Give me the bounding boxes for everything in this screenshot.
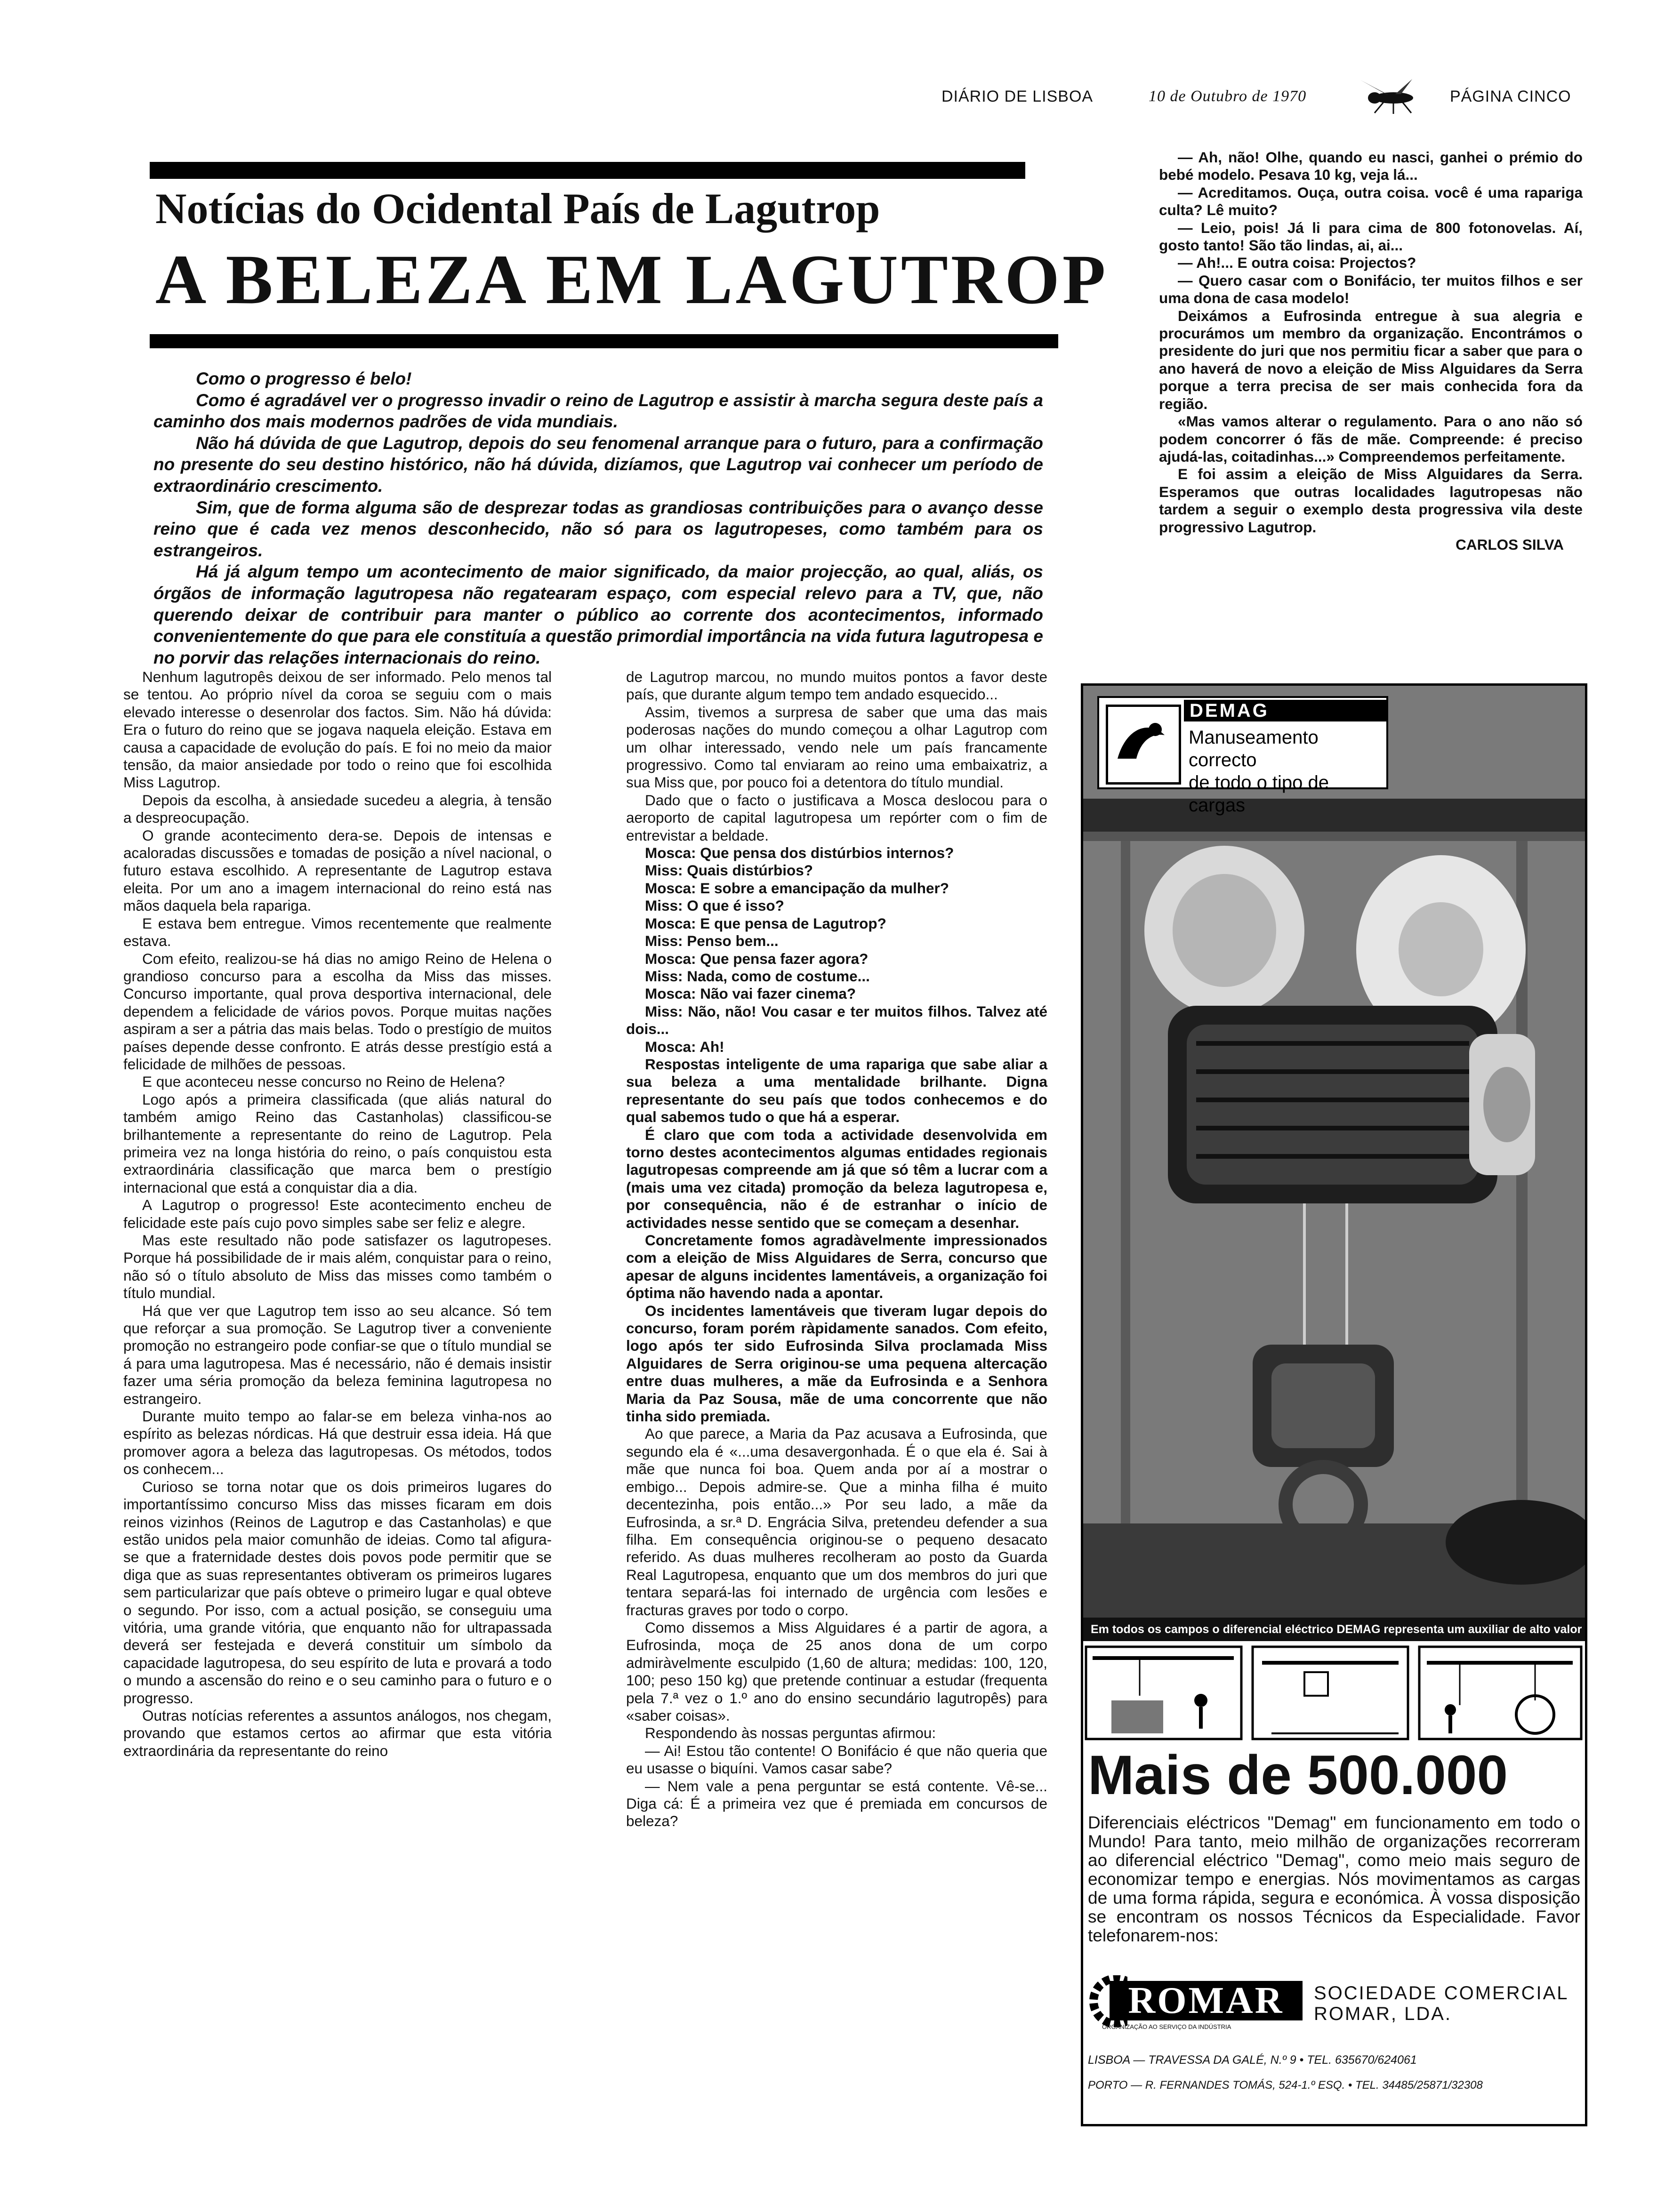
interview-line: Miss: O que é isso? xyxy=(645,897,784,914)
ad-tagline xyxy=(1189,726,1386,817)
body-paragraph: Ao que parece, a Maria da Paz acusava a Eufrosinda, que segundo ela é «...uma desavergonhada. É o que ela é. Sai à mãe que nunca foi boa. Quem anda por aí a mostrar o embigo... Depois admire-se. Que a minha filha é muito decentezinha, pois então...» Por seu lado, a mãe da Eufrosinda, a sr.ª D. Engrácia Silva, pretendeu defender a sua filha. Em consequência originou-se o pequeno desacato referido. As duas mulheres recolheram ao posto da Guarda Real Lagutropesa, enquanto que um dos membros do juri que tentara separá-las foi internado de urgência com lesões e fracturas graves por todo o corpo. xyxy=(626,1425,1047,1619)
newspaper-name: DIÁRIO DE LISBOA xyxy=(941,88,1094,105)
interview-line: Mosca: Que pensa fazer agora? xyxy=(645,950,869,967)
body-paragraph: Mas este resultado não pode satisfazer os lagutropeses. Porque há possibilidade de ir mais além, conquistar para o reino, não só o título absoluto de Miss das misses como também o título mundial. xyxy=(123,1232,552,1302)
ad-caption: Em todos os campos o diferencial eléctrico DEMAG representa um auxiliar de alto valor xyxy=(1083,1618,1587,1641)
body-paragraph: de Lagutrop marcou, no mundo muitos pontos a favor deste país, que durante algum tempo tem andado esquecido... xyxy=(626,668,1047,703)
body-paragraph: Como dissemos a Miss Alguidares é a partir de agora, a Eufrosinda, moça de 25 anos dona de um corpo admiràvelmente esculpido (1,60 de altura; medidas: 100, 120, 100; peso 150 kg) que pretende continuar a estudar (frequenta pela 7.ª vez o 1.º ano do ensino secundário lagutropês) para «saber coisas». xyxy=(626,1619,1047,1724)
page-label: PÁGINA CINCO xyxy=(1450,88,1571,105)
body-paragraph: Nenhum lagutropês deixou de ser informado. Pelo menos tal se tentou. Ao próprio nível da coroa se seguiu com o mais elevado interesse o desenrolar dos factos. Sim. Não há dúvida: Era o futuro do reino que se jogava naquela eleição. Estava em causa a capacidade de evolução do país. E foi no meio da maior tensão, da maior ansiedade por todo o reino que foi escolhida Miss Lagutrop. xyxy=(123,668,552,791)
interview-line: Miss: Penso bem... xyxy=(645,932,779,950)
company-address-lisboa: LISBOA — TRAVESSA DA GALÉ, N.º 9 • TEL. 635670/624061 xyxy=(1088,2053,1417,2067)
body-paragraph: Outras notícias referentes a assuntos análogos, nos chegam, provando que estamos certos ao afirmar que esta vitória extraordinária da representante do reino xyxy=(123,1707,552,1759)
demag-advertisement xyxy=(1081,683,1587,2126)
body-paragraph: «Mas vamos alterar o regulamento. Para o ano não só podem concorrer ó fãs de mãe. Compreende: é preciso ajudá-las, coitadinhas...» Compreendemos perfeitamente. xyxy=(1159,413,1583,465)
article-column-1 xyxy=(123,668,552,1760)
page-header xyxy=(941,88,1582,111)
interview-line: Miss: Não, não! Vou casar e ter muitos filhos. Talvez até dois... xyxy=(626,1002,1047,1038)
ad-diagrams xyxy=(1083,1644,1585,1743)
dialogue-line: — Quero casar com o Bonifácio, ter muitos filhos e ser uma dona de casa modelo! xyxy=(1159,272,1583,307)
body-paragraph: Durante muito tempo ao falar-se em beleza vinha-nos ao espírito as belezas nórdicas. Há que destruir essa ideia. Há que promover agora a beleza das lagutropesas. Os métodos, todos os conhecem... xyxy=(123,1408,552,1478)
company-name-line: ROMAR, LDA. xyxy=(1314,2004,1452,2024)
body-paragraph: A Lagutrop o progresso! Este acontecimento encheu de felicidade este país cujo povo simples sabe ser feliz e alegre. xyxy=(123,1196,552,1231)
article-column-2 xyxy=(626,668,1047,1830)
dialogue-line: — Ah, não! Olhe, quando eu nasci, ganhei o prémio do bebé modelo. Pesava 10 kg, veja lá... xyxy=(1159,149,1583,184)
ad-headline: Mais de 500.000 xyxy=(1088,1744,1508,1806)
body-paragraph: Respondendo às nossas perguntas afirmou: xyxy=(645,1724,936,1742)
body-paragraph: E estava bem entregue. Vimos recentemente que realmente estava. xyxy=(123,914,552,950)
body-paragraph: Logo após a primeira classificada (que aliás natural do também amigo Reino das Castanholas) classificou-se brilhantemente a representante do reino de Lagutrop. Pela primeira vez na longa história do reino, o país conquistou esta extraordinária classificação que marca bem o prestígio internacional que está a conquistar dia a dia. xyxy=(123,1090,552,1196)
article-column-3 xyxy=(1159,149,1583,553)
body-paragraph: Dado que o facto o justificava a Mosca deslocou para o aeroporto de capital lagutropesa um repórter com o fim de entrevistar a beldade. xyxy=(626,791,1047,844)
interview-line: Mosca: E que pensa de Lagutrop? xyxy=(645,914,886,932)
interview-line: Miss: Nada, como de costume... xyxy=(645,967,870,985)
interview-line: Mosca: E sobre a emancipação da mulher? xyxy=(645,879,949,897)
body-paragraph: Há que ver que Lagutrop tem isso ao seu alcance. Só tem que reforçar a sua promoção. Se Lagutrop tiver a conveniente promoção no estrangeiro pode confiar-se que o título mundial se á para uma lagutropesa. Mas é necessário, não é demais insistir fazer uma séria promoção da beleza feminina lagutropesa no estrangeiro. xyxy=(123,1302,552,1407)
title-rule-top xyxy=(150,162,1025,179)
intro-paragraph: Como é agradável ver o progresso invadir o reino de Lagutrop e assistir à marcha segura deste país a caminho dos mais modernos padrões de vida mundiais. xyxy=(153,390,1043,432)
body-paragraph: Com efeito, realizou-se há dias no amigo Reino de Helena o grandioso concurso para a escolha da Miss das misses. Concurso importante, qual prova desportiva internacional, dele dependem a felicidade de vários povos. Porque muitas nações aspiram a ser a pátria das mais belas. Todo o prestígio de muitos países depende desse confronto. E atrás desse prestígio está a felicidade de milhões de pessoas. xyxy=(123,950,552,1073)
ad-brand-box xyxy=(1097,696,1388,816)
ad-tagline-line: de todo o tipo de cargas xyxy=(1189,772,1329,816)
title-rule-bottom xyxy=(150,334,1058,348)
author-signature: CARLOS SILVA xyxy=(1456,536,1564,553)
company-name-line: SOCIEDADE COMERCIAL xyxy=(1314,1983,1569,2004)
interview-line: Mosca: Que pensa dos distúrbios internos? xyxy=(645,844,954,862)
company-name xyxy=(1314,1983,1582,2024)
body-paragraph: E foi assim a eleição de Miss Alguidares da Serra. Esperamos que outras localidades lagutropesas não tardem a seguir o exemplo desta progressiva vila deste progressivo Lagutrop. xyxy=(1159,465,1583,536)
article-kicker: Notícias do Ocidental País de Lagutrop xyxy=(155,184,880,232)
dialogue-line: — Ai! Estou tão contente! O Bonifácio é que não queria que eu usasse o biquíni. Vamos casar sabe? xyxy=(626,1742,1047,1777)
intro-paragraph: Há já algum tempo um acontecimento de maior significado, da maior projecção, ao qual, aliás, os órgãos de informação lagutropesa não regatearam espaço, com especial relevo para a TV, que, não querendo deixar de contribuir para manter o público ao corrente dos acontecimentos, informado convenientemente do que para ele constituía a questão primordial importância na vida futura lagutropesa e no porvir das relações internacionais do reino. xyxy=(153,562,1043,667)
body-paragraph: Deixámos a Eufrosinda entregue à sua alegria e procurámos um membro da organização. Encontrámos o presidente do juri que nos permitiu ficar a saber que para o ano haverá de novo a eleição de Miss Alguidares da Serra porque a terra precisa de ser mais conhecida fora da região. xyxy=(1159,307,1583,412)
dialogue-line: — Nem vale a pena perguntar se está contente. Vê-se... Diga cá: É a primeira vez que é premiada em concursos de beleza? xyxy=(626,1777,1047,1830)
intro-paragraph: Sim, que de forma alguma são de desprezar todas as grandiosas contribuições para o avanço desse reino que é cada vez menos desconhecido, não só para os lagutropeses, como também para os estrangeiros. xyxy=(153,497,1043,560)
body-paragraph: Curioso se torna notar que os dois primeiros lugares do importantíssimo concurso Miss das misses ficaram em dois reinos vizinhos (Reinos de Lagutrop e das Castanholas) e que estão unidos pela maior comunhão de ideias. Como tal afigura-se que a fraternidade destes dois povos pode permitir que se diga que as suas representantes obtiveram os primeiros lugares sem particularizar que país obteve o primeiro lugar e qual obteve o segundo. Por isso, com a actual posição, se conseguiu uma vitória, uma grande vitória, que enquanto não for ultrapassada deverá ser festejada e deverá constituir um símbolo da capacidade lagutropesa, do seu espírito de luta e provará a todo o mundo a ascensão do reino e o seu caminho para o futuro e o progresso. xyxy=(123,1478,552,1707)
body-paragraph: E que aconteceu nesse concurso no Reino de Helena? xyxy=(142,1073,505,1090)
interview-line: Mosca: Ah! xyxy=(645,1038,724,1055)
dialogue-line: — Ah!... E outra coisa: Projectos? xyxy=(1178,254,1416,272)
ad-tagline-line: Manuseamento correcto xyxy=(1189,727,1319,770)
article-intro xyxy=(153,368,1043,668)
issue-date: 10 de Outubro de 1970 xyxy=(1149,88,1307,105)
body-paragraph: Respostas inteligente de uma rapariga que sabe aliar a sua beleza a uma mentalidade brilhante. Digna representante do seu país que todos conhecemos e do qual sabemos tudo o que há a esperar. xyxy=(626,1055,1047,1126)
body-paragraph: Depois da escolha, à ansiedade sucedeu a alegria, à tensão a despreocupação. xyxy=(123,791,552,826)
body-paragraph: O grande acontecimento dera-se. Depois de intensas e acaloradas discussões e tomadas de posição a nível nacional, o futuro estava escolhido. A representante de Lagutrop estava eleita. Por um ano a imagem internacional do reino está nas mãos daquela bela rapariga. xyxy=(123,826,552,914)
company-address-porto: PORTO — R. FERNANDES TOMÁS, 524-1.º ESQ. • TEL. 34485/25871/32308 xyxy=(1088,2079,1483,2092)
dialogue-line: — Leio, pois! Já li para cima de 800 fotonovelas. Aí, gosto tanto! São tão lindas, ai, ai... xyxy=(1159,219,1583,254)
article-headline: A BELEZA EM LAGUTROP xyxy=(155,240,1109,319)
interview-line: Mosca: Não vai fazer cinema? xyxy=(645,985,856,1002)
intro-paragraph: Como o progresso é belo! xyxy=(196,369,412,388)
romar-logo: ROMAR xyxy=(1110,1981,1303,2020)
body-paragraph: Assim, tivemos a surpresa de saber que uma das mais poderosas nações do mundo começou a olhar Lagutrop com um olhar interessado, vendo nele um país francamente progressivo. Como tal enviaram ao reino uma embaixatriz, a sua Miss que, por pouco foi a detentora do título mundial. xyxy=(626,703,1047,791)
body-paragraph: Os incidentes lamentáveis que tiveram lugar depois do concurso, foram porém ràpidamente sanados. Com efeito, logo após ter sido Eufrosinda Silva proclamada Miss Alguidares de Serra originou-se uma pequena altercação entre duas mulheres, a mãe da Eufrosinda e a Senhora Maria da Paz Sousa, mãe de uma concorrente que não tinha sido premiada. xyxy=(626,1302,1047,1425)
fly-icon xyxy=(1356,77,1426,115)
ad-photo xyxy=(1083,686,1585,1618)
ad-brand-name: DEMAG xyxy=(1184,700,1387,721)
romar-logo-sub: ORGANIZAÇÃO AO SERVIÇO DA INDÚSTRIA xyxy=(1102,2023,1231,2030)
dialogue-line: — Acreditamos. Ouça, outra coisa. você é uma rapariga culta? Lê muito? xyxy=(1159,184,1583,219)
body-paragraph: Concretamente fomos agradàvelmente impressionados com a eleição de Miss Alguidares de Serra, concurso que apesar de alguns incidentes lamentáveis, a organização foi óptima não havendo nada a apontar. xyxy=(626,1232,1047,1302)
interview-line: Miss: Quais distúrbios? xyxy=(645,862,813,879)
demag-logo-icon xyxy=(1106,705,1181,785)
body-paragraph: É claro que com toda a actividade desenvolvida em torno destes acontecimentos algumas entidades regionais lagutropesas compreende am já que só têm a lucrar com a (mais uma vez citada) promoção da beleza lagutropesa e, por consequência, não é de estranhar o início de actividades nesse sentido que se começam a desenhar. xyxy=(626,1126,1047,1231)
intro-paragraph: Não há dúvida de que Lagutrop, depois do seu fenomenal arranque para o futuro, para a confirmação no presente do seu destino histórico, não há dúvida, dizíamos, que Lagutrop vai conhecer um período de extraordinário crescimento. xyxy=(153,433,1043,496)
ad-body-text: Diferenciais eléctricos "Demag" em funcionamento em todo o Mundo! Para tanto, meio milhão de organizações recorreram ao diferencial eléctrico "Demag", como meio mais seguro de economizar tempo e energias. Nós movimentamos as cargas de uma forma rápida, segura e económica. À vossa disposição se encontram os nossos Técnicos da Especialidade. Favor telefonarem-nos: xyxy=(1088,1813,1580,1945)
hoist-illustration xyxy=(1083,686,1585,1618)
